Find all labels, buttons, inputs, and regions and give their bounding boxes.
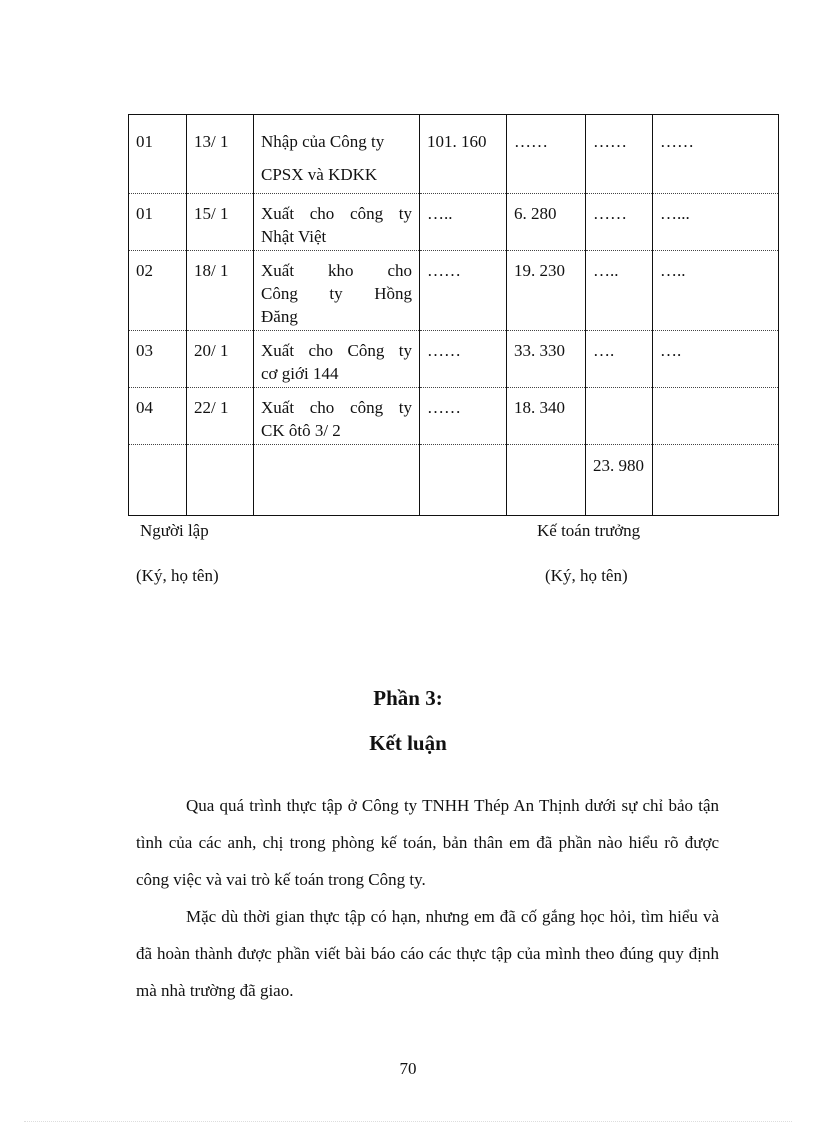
conclusion-paragraph: Mặc dù thời gian thực tập có hạn, nhưng em đã cố gắng học hỏi, tìm hiểu và đã hoàn thành được phần viết bài báo cáo các thực tập của mình theo đúng quy định mà nhà trường đã giao. xyxy=(136,907,719,1000)
description-line: Xuất cho công ty xyxy=(261,204,412,223)
date-cell xyxy=(187,445,254,516)
inventory-ledger-table xyxy=(128,114,779,516)
balance-qty-cell xyxy=(586,388,653,445)
issue-qty-cell xyxy=(507,445,586,516)
note-cell xyxy=(653,445,779,516)
balance-qty-cell: …… xyxy=(586,194,653,251)
voucher-number-cell: 03 xyxy=(129,331,187,388)
description-line: CK ôtô 3/ 2 xyxy=(261,421,341,440)
voucher-number-cell: 02 xyxy=(129,251,187,331)
description-line: Nhật Việt xyxy=(261,227,327,246)
table-row xyxy=(129,388,779,445)
balance-qty-cell: …. xyxy=(586,331,653,388)
voucher-number-cell: 01 xyxy=(129,194,187,251)
receipt-qty-cell: ….. xyxy=(420,194,507,251)
receipt-qty-cell xyxy=(420,445,507,516)
balance-qty-cell: ….. xyxy=(586,251,653,331)
description-cell xyxy=(254,251,420,331)
chief-accountant-title: Kế toán trưởng xyxy=(537,521,641,540)
table-row xyxy=(129,445,779,516)
issue-qty-cell: 33. 330 xyxy=(507,331,586,388)
description-cell xyxy=(254,331,420,388)
description-line: Xuất cho công ty xyxy=(261,398,412,417)
description-line: Xuất cho Công ty xyxy=(261,341,412,360)
description-cell xyxy=(254,445,420,516)
balance-qty-cell: 23. 980 xyxy=(586,445,653,516)
balance-qty-cell: …… xyxy=(586,115,653,194)
receipt-qty-cell: …… xyxy=(420,251,507,331)
description-cell xyxy=(254,194,420,251)
section-title: Kết luận xyxy=(369,731,447,755)
receipt-qty-cell: …… xyxy=(420,331,507,388)
description-line: Công ty Hồng xyxy=(261,284,412,303)
description-line: Nhập của Công ty xyxy=(261,132,385,151)
chief-accountant-signature-note: (Ký, họ tên) xyxy=(545,566,628,585)
footer-divider xyxy=(24,1121,792,1122)
voucher-number-cell xyxy=(129,445,187,516)
table-row xyxy=(129,115,779,194)
date-cell: 13/ 1 xyxy=(187,115,254,194)
description-line: cơ giới 144 xyxy=(261,364,339,383)
note-cell: ….. xyxy=(653,251,779,331)
note-cell xyxy=(653,388,779,445)
table-row xyxy=(129,251,779,331)
date-cell: 18/ 1 xyxy=(187,251,254,331)
date-cell: 15/ 1 xyxy=(187,194,254,251)
receipt-qty-cell: 101. 160 xyxy=(420,115,507,194)
date-cell: 20/ 1 xyxy=(187,331,254,388)
preparer-signature-note: (Ký, họ tên) xyxy=(136,566,219,585)
voucher-number-cell: 04 xyxy=(129,388,187,445)
page-number: 70 xyxy=(399,1059,417,1078)
note-cell: …... xyxy=(653,194,779,251)
issue-qty-cell: 18. 340 xyxy=(507,388,586,445)
description-cell xyxy=(254,388,420,445)
note-cell: …. xyxy=(653,331,779,388)
note-cell: …… xyxy=(653,115,779,194)
issue-qty-cell: 19. 230 xyxy=(507,251,586,331)
voucher-number-cell: 01 xyxy=(129,115,187,194)
issue-qty-cell: …… xyxy=(507,115,586,194)
table-row xyxy=(129,194,779,251)
description-line: CPSX và KDKK xyxy=(261,165,378,184)
description-cell xyxy=(254,115,420,194)
preparer-title: Người lập xyxy=(140,521,209,540)
date-cell: 22/ 1 xyxy=(187,388,254,445)
conclusion-paragraph: Qua quá trình thực tập ở Công ty TNHH Thép An Thịnh dưới sự chỉ bảo tận tình của các anh, chị trong phòng kế toán, bản thân em đã phần nào hiểu rõ được công việc và vai trò kế toán trong Công ty. xyxy=(136,796,719,889)
description-line: Xuất kho cho xyxy=(261,261,412,280)
table-row xyxy=(129,331,779,388)
receipt-qty-cell: …… xyxy=(420,388,507,445)
issue-qty-cell: 6. 280 xyxy=(507,194,586,251)
description-line: Đăng xyxy=(261,307,298,326)
section-part-heading: Phần 3: xyxy=(373,686,443,710)
